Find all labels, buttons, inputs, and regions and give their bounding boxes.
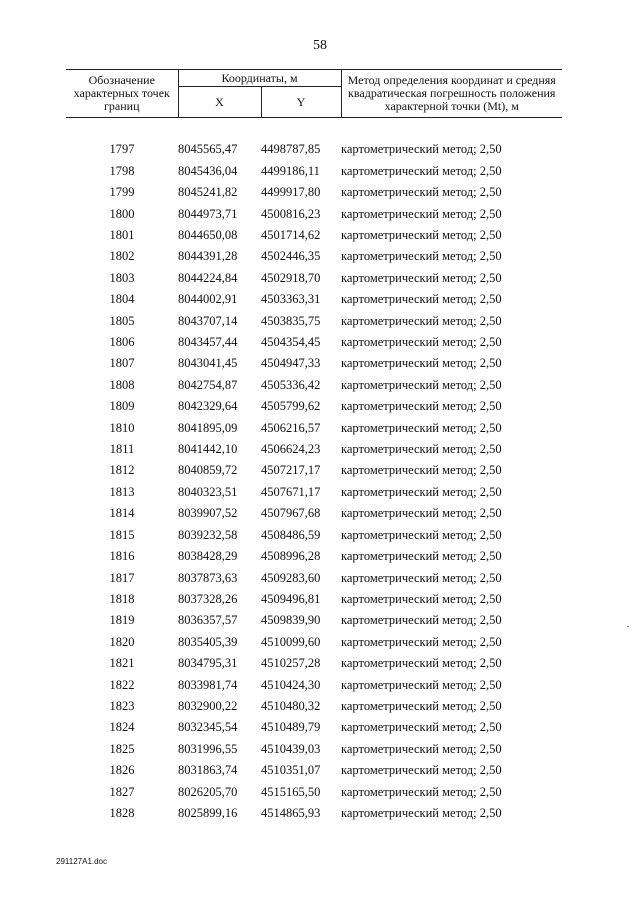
header-coordinates: Координаты, м: [178, 70, 341, 87]
table-row: [66, 739, 562, 760]
table-row: [66, 696, 562, 717]
coord-y: 4507671,17: [261, 484, 321, 499]
coord-y: 4509839,90: [261, 613, 321, 628]
table-row: [66, 675, 562, 696]
coord-x: 8034795,31: [178, 656, 238, 671]
point-id: 1799: [109, 185, 135, 200]
method-cell: картометрический метод; 2,50: [341, 377, 502, 392]
method-cell: картометрический метод; 2,50: [341, 484, 502, 499]
coord-x: 8037328,26: [178, 591, 238, 606]
coord-y: 4509283,60: [261, 570, 321, 585]
method-cell: картометрический метод; 2,50: [341, 656, 502, 671]
coord-y: 4501714,62: [261, 228, 321, 243]
table-row: [66, 161, 562, 182]
coord-y: 4510439,03: [261, 741, 321, 756]
table-row: [66, 139, 562, 160]
coord-x: 8044650,08: [178, 228, 238, 243]
method-cell: картометрический метод; 2,50: [341, 613, 502, 628]
method-cell: картометрический метод; 2,50: [341, 805, 502, 820]
point-id: 1802: [109, 249, 135, 264]
point-id: 1803: [109, 270, 135, 285]
coord-x: 8038428,29: [178, 549, 238, 564]
method-cell: картометрический метод; 2,50: [341, 356, 502, 371]
coord-x: 8032345,54: [178, 720, 238, 735]
header-y: Y: [261, 87, 341, 118]
method-cell: картометрический метод; 2,50: [341, 206, 502, 221]
table-row: [66, 332, 562, 353]
coord-y: 4499917,80: [261, 185, 321, 200]
coord-x: 8042329,64: [178, 399, 238, 414]
point-id: 1816: [109, 549, 135, 564]
table-header: [66, 70, 562, 118]
coord-y: 4504947,33: [261, 356, 321, 371]
method-cell: картометрический метод; 2,50: [341, 463, 502, 478]
table-row: [66, 375, 562, 396]
header-spacer: [66, 118, 562, 140]
table-row: [66, 610, 562, 631]
point-id: 1820: [109, 634, 135, 649]
scan-speck: [627, 626, 629, 627]
table-row: [66, 632, 562, 653]
coord-y: 4510257,28: [261, 656, 321, 671]
header-designation: Обозначение характерных точек границ: [66, 70, 178, 118]
table-row: [66, 760, 562, 781]
coord-x: 8044973,71: [178, 206, 238, 221]
coord-y: 4514865,93: [261, 805, 321, 820]
table-row: [66, 460, 562, 481]
point-id: 1812: [109, 463, 135, 478]
coord-x: 8043457,44: [178, 335, 238, 350]
table-row: [66, 717, 562, 738]
method-cell: картометрический метод; 2,50: [341, 420, 502, 435]
coord-x: 8039907,52: [178, 506, 238, 521]
table-row: [66, 396, 562, 417]
point-id: 1827: [109, 784, 135, 799]
coord-x: 8044391,28: [178, 249, 238, 264]
table-row: [66, 653, 562, 674]
table-row: [66, 268, 562, 289]
method-cell: картометрический метод; 2,50: [341, 185, 502, 200]
coord-y: 4504354,45: [261, 335, 321, 350]
point-id: 1826: [109, 763, 135, 778]
point-id: 1805: [109, 313, 135, 328]
point-id: 1825: [109, 741, 135, 756]
point-id: 1819: [109, 613, 135, 628]
coord-y: 4502918,70: [261, 270, 321, 285]
point-id: 1810: [109, 420, 135, 435]
coord-y: 4510351,07: [261, 763, 321, 778]
coord-y: 4502446,35: [261, 249, 321, 264]
point-id: 1811: [109, 442, 135, 457]
point-id: 1806: [109, 335, 135, 350]
method-cell: картометрический метод; 2,50: [341, 399, 502, 414]
coord-x: 8039232,58: [178, 527, 238, 542]
point-id: 1809: [109, 399, 135, 414]
table-row: [66, 803, 562, 824]
coord-x: 8044224,84: [178, 270, 238, 285]
point-id: 1804: [109, 292, 135, 307]
point-id: 1797: [109, 142, 135, 157]
table-row: [66, 589, 562, 610]
coord-y: 4508996,28: [261, 549, 321, 564]
coord-y: 4507217,17: [261, 463, 321, 478]
document-footer: 291127A1.doc: [56, 857, 108, 866]
coordinates-table: [66, 69, 562, 824]
coord-x: 8031996,55: [178, 741, 238, 756]
point-id: 1808: [109, 377, 135, 392]
point-id: 1817: [109, 570, 135, 585]
table-row: [66, 418, 562, 439]
header-x: X: [178, 87, 261, 118]
method-cell: картометрический метод; 2,50: [341, 163, 502, 178]
point-id: 1813: [109, 484, 135, 499]
table-row: [66, 182, 562, 203]
coord-y: 4505799,62: [261, 399, 321, 414]
table-row: [66, 525, 562, 546]
table-row: [66, 204, 562, 225]
coord-y: 4508486,59: [261, 527, 321, 542]
point-id: 1798: [109, 163, 135, 178]
method-cell: картометрический метод; 2,50: [341, 784, 502, 799]
coord-x: 8040859,72: [178, 463, 238, 478]
method-cell: картометрический метод; 2,50: [341, 570, 502, 585]
coord-y: 4507967,68: [261, 506, 321, 521]
coord-x: 8035405,39: [178, 634, 238, 649]
coord-x: 8041895,09: [178, 420, 238, 435]
coord-x: 8040323,51: [178, 484, 238, 499]
table-row: [66, 246, 562, 267]
table-row: [66, 311, 562, 332]
table-row: [66, 782, 562, 803]
coord-y: 4503363,31: [261, 292, 321, 307]
point-id: 1821: [109, 656, 135, 671]
coord-x: 8044002,91: [178, 292, 238, 307]
coord-y: 4506216,57: [261, 420, 321, 435]
point-id: 1822: [109, 677, 135, 692]
coord-x: 8036357,57: [178, 613, 238, 628]
table-row: [66, 439, 562, 460]
method-cell: картометрический метод; 2,50: [341, 270, 502, 285]
coord-x: 8037873,63: [178, 570, 238, 585]
coord-x: 8041442,10: [178, 442, 238, 457]
point-id: 1828: [109, 805, 135, 820]
point-id: 1818: [109, 591, 135, 606]
coord-y: 4499186,11: [261, 163, 320, 178]
coord-y: 4500816,23: [261, 206, 321, 221]
method-cell: картометрический метод; 2,50: [341, 228, 502, 243]
table-row: [66, 353, 562, 374]
method-cell: картометрический метод; 2,50: [341, 763, 502, 778]
coord-y: 4506624,23: [261, 442, 321, 457]
coord-y: 4510489,79: [261, 720, 321, 735]
coord-y: 4510480,32: [261, 698, 321, 713]
method-cell: картометрический метод; 2,50: [341, 677, 502, 692]
coord-y: 4503835,75: [261, 313, 321, 328]
coord-y: 4505336,42: [261, 377, 321, 392]
coord-x: 8025899,16: [178, 805, 238, 820]
method-cell: картометрический метод; 2,50: [341, 249, 502, 264]
coord-x: 8045436,04: [178, 163, 238, 178]
method-cell: картометрический метод; 2,50: [341, 292, 502, 307]
coord-x: 8045241,82: [178, 185, 238, 200]
point-id: 1807: [109, 356, 135, 371]
method-cell: картометрический метод; 2,50: [341, 741, 502, 756]
table-body: [66, 118, 562, 825]
table-row: [66, 482, 562, 503]
table-row: [66, 289, 562, 310]
coord-x: 8045565,47: [178, 142, 238, 157]
header-method: Метод определения координат и средняя квадратическая погрешность положения характерной точки (Mt), м: [341, 70, 562, 118]
table-row: [66, 568, 562, 589]
method-cell: картометрический метод; 2,50: [341, 506, 502, 521]
table-row: [66, 503, 562, 524]
coord-y: 4509496,81: [261, 591, 321, 606]
method-cell: картометрический метод; 2,50: [341, 549, 502, 564]
method-cell: картометрический метод; 2,50: [341, 591, 502, 606]
table-row: [66, 225, 562, 246]
point-id: 1824: [109, 720, 135, 735]
method-cell: картометрический метод; 2,50: [341, 313, 502, 328]
page-number: 58: [313, 38, 327, 53]
coord-x: 8043707,14: [178, 313, 238, 328]
coord-x: 8026205,70: [178, 784, 238, 799]
table-row: [66, 546, 562, 567]
method-cell: картометрический метод; 2,50: [341, 527, 502, 542]
method-cell: картометрический метод; 2,50: [341, 335, 502, 350]
method-cell: картометрический метод; 2,50: [341, 698, 502, 713]
method-cell: картометрический метод; 2,50: [341, 442, 502, 457]
coord-x: 8043041,45: [178, 356, 238, 371]
coord-x: 8042754,87: [178, 377, 238, 392]
point-id: 1823: [109, 698, 135, 713]
coord-x: 8031863,74: [178, 763, 238, 778]
point-id: 1814: [109, 506, 135, 521]
point-id: 1800: [109, 206, 135, 221]
coord-x: 8033981,74: [178, 677, 238, 692]
method-cell: картометрический метод; 2,50: [341, 142, 502, 157]
coord-y: 4510424,30: [261, 677, 321, 692]
coord-y: 4515165,50: [261, 784, 321, 799]
coord-y: 4510099,60: [261, 634, 321, 649]
point-id: 1815: [109, 527, 135, 542]
point-id: 1801: [109, 228, 135, 243]
coord-x: 8032900,22: [178, 698, 238, 713]
method-cell: картометрический метод; 2,50: [341, 720, 502, 735]
method-cell: картометрический метод; 2,50: [341, 634, 502, 649]
coord-y: 4498787,85: [261, 142, 321, 157]
